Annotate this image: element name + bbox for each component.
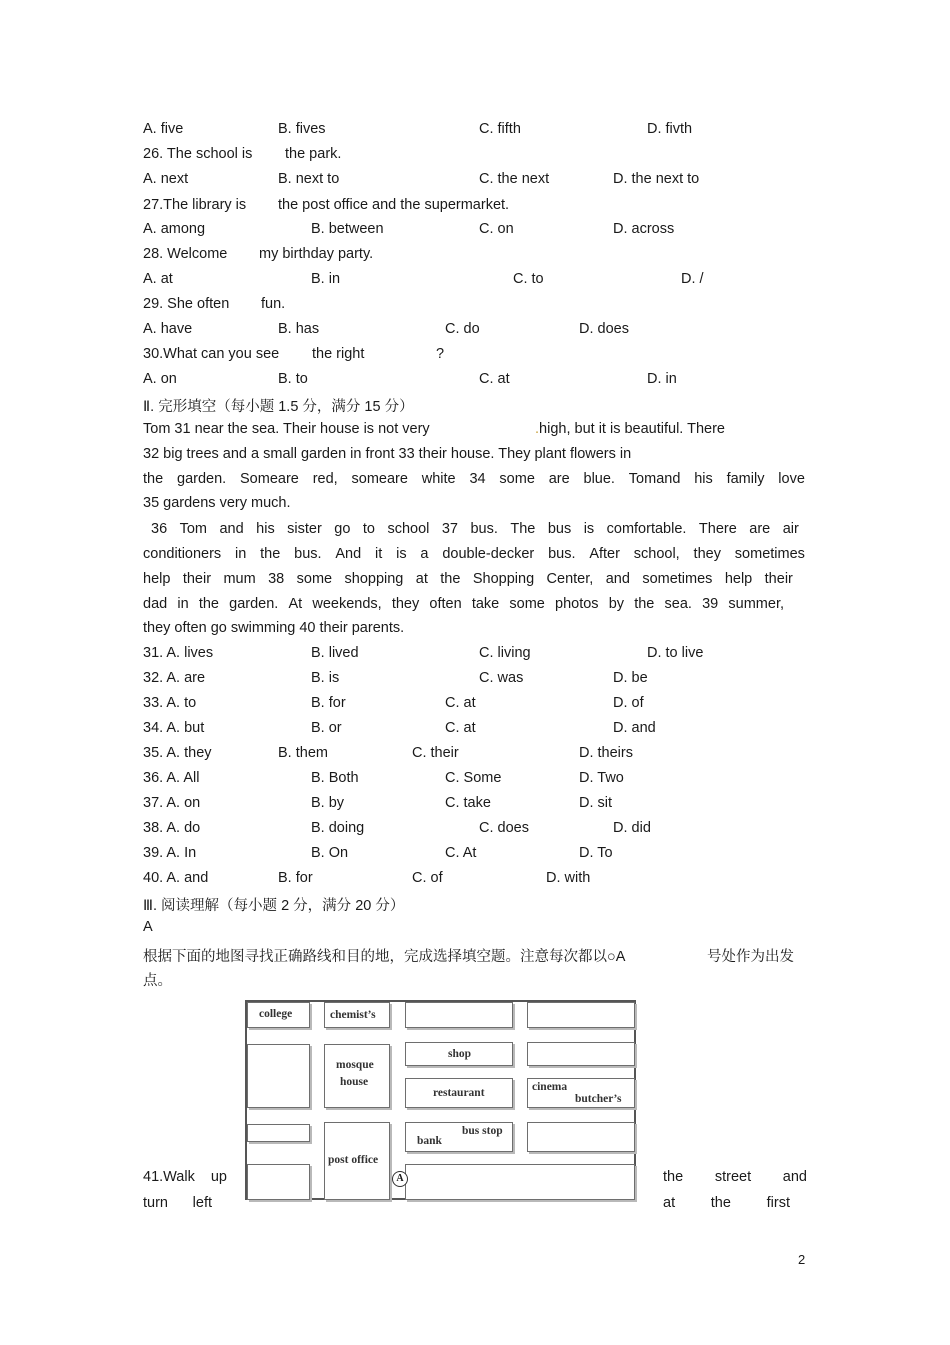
passage-word: their <box>764 571 793 587</box>
map-post-office <box>324 1122 390 1200</box>
cloze-option: D. Two <box>579 770 624 786</box>
passage-line-justified <box>143 546 805 562</box>
passage-word: is <box>396 546 407 562</box>
q41-word: left <box>192 1195 212 1211</box>
q25-option-a: A. five <box>143 121 184 137</box>
passage-word: white <box>421 471 456 487</box>
q26-option-a: A. next <box>143 171 189 187</box>
passage-word: take <box>471 596 500 612</box>
map-block <box>527 1122 635 1152</box>
cloze-option: D. and <box>613 720 656 736</box>
q28-option-a: A. at <box>143 271 173 287</box>
passage-word: are <box>548 471 570 487</box>
cloze-option: C. does <box>479 820 529 836</box>
passage-word: the <box>143 471 164 487</box>
passage-word: sister <box>287 521 322 537</box>
q29-option-a: A. have <box>143 321 193 337</box>
passage-line: Tom 31 near the sea. Their house is not very <box>143 421 430 437</box>
passage-line-justified <box>143 596 784 612</box>
q29-option-b: B. has <box>278 321 320 337</box>
passage-word: to <box>362 521 375 537</box>
map-mosque <box>324 1044 390 1108</box>
passage-word: a <box>420 546 429 562</box>
section3-title: Ⅲ. 阅读理解（每小题 2 分，满分 20 分） <box>143 898 405 914</box>
cloze-option: 34. A. but <box>143 720 205 736</box>
cloze-option: C. at <box>445 720 476 736</box>
passage-word: by <box>608 596 625 612</box>
q28-option-d: D. / <box>681 271 704 287</box>
passage-word: help <box>143 571 171 587</box>
passage-word: school, <box>633 546 680 562</box>
passage-word: go <box>334 521 351 537</box>
passage-word: family <box>726 471 765 487</box>
cloze-option: B. lived <box>311 645 359 661</box>
page-number: 2 <box>798 1252 806 1267</box>
q28-stem: 28. Welcome <box>143 246 228 262</box>
passage-word: photos <box>555 596 599 612</box>
q25-option-c: C. fifth <box>479 121 521 137</box>
cloze-option: 36. A. All <box>143 770 200 786</box>
passage-word: weekends, <box>312 596 382 612</box>
q41-word: first <box>766 1195 790 1211</box>
cloze-option: B. is <box>311 670 340 686</box>
q26-tail: the park. <box>285 146 342 162</box>
map-block <box>247 1044 310 1108</box>
passage-word: the <box>440 571 461 587</box>
passage-word: sea. <box>664 596 692 612</box>
q41-word: street <box>714 1169 752 1185</box>
cloze-option: B. by <box>311 795 345 811</box>
map-restaurant <box>405 1078 513 1108</box>
passage-word: Tomand <box>628 471 681 487</box>
start-point-a-marker: A <box>392 1171 408 1187</box>
cloze-option: C. of <box>412 870 443 886</box>
q30-tail: the right <box>312 346 365 362</box>
q27-option-c: C. on <box>479 221 514 237</box>
cloze-option: B. On <box>311 845 349 861</box>
passage-word: garden. <box>229 596 279 612</box>
q30-option-a: A. on <box>143 371 177 387</box>
map-label: butcher’s <box>575 1093 622 1105</box>
passage-word: often <box>429 596 462 612</box>
q41-text <box>663 1195 790 1211</box>
passage-word: bus. <box>470 521 498 537</box>
q28-option-b: B. in <box>311 271 341 287</box>
cloze-option: D. with <box>546 870 591 886</box>
passage-word: and <box>605 571 630 587</box>
q26-option-c: C. the next <box>479 171 550 187</box>
passage-word: is <box>583 521 595 537</box>
passage-word: double-decker <box>442 546 535 562</box>
passage-word: his <box>694 471 713 487</box>
map-label: house <box>340 1076 369 1088</box>
cloze-option: B. for <box>278 870 313 886</box>
passage-word: his <box>256 521 275 537</box>
cloze-option: 33. A. to <box>143 695 197 711</box>
map-shop <box>405 1042 513 1066</box>
cloze-option: B. for <box>311 695 346 711</box>
q41-word: the <box>710 1195 731 1211</box>
cloze-option: B. them <box>278 745 328 761</box>
map-label: bank <box>417 1135 442 1147</box>
map-label: post office <box>328 1154 379 1166</box>
cloze-option: C. at <box>445 695 476 711</box>
q41-word: at <box>663 1195 676 1211</box>
q25-option-b: B. fives <box>278 121 326 137</box>
passage-word: some <box>499 471 535 487</box>
cloze-option: C. was <box>479 670 524 686</box>
passage-word: it <box>375 546 383 562</box>
q28-tail: my birthday party. <box>259 246 374 262</box>
passage-line-justified <box>143 471 805 487</box>
passage-word: they <box>693 546 721 562</box>
passage-word: The <box>510 521 536 537</box>
passage-word: their <box>182 571 212 587</box>
cloze-option: D. to live <box>647 645 704 661</box>
cloze-option: B. doing <box>311 820 365 836</box>
q41-text <box>663 1169 807 1185</box>
passage-word: Shopping <box>472 571 535 587</box>
q27-stem: 27.The library is <box>143 197 247 213</box>
cloze-option: D. To <box>579 845 613 861</box>
passage-word: the <box>198 596 219 612</box>
q41-word: turn <box>143 1195 168 1211</box>
cloze-option: 37. A. on <box>143 795 201 811</box>
passage-word: air <box>782 521 799 537</box>
part-a-label: A <box>143 919 153 935</box>
passage-text: high, but it is beautiful. There <box>539 421 725 437</box>
q26-stem: 26. The school is <box>143 146 253 162</box>
cloze-option: D. did <box>613 820 651 836</box>
map-bank-bus-stop <box>405 1122 513 1152</box>
map-label: bus stop <box>462 1125 503 1137</box>
passage-word: the <box>634 596 655 612</box>
q26-option-d: D. the next to <box>613 171 700 187</box>
instruction-text: 点。 <box>143 973 172 989</box>
passage-line: .high, but it is beautiful. There <box>535 421 725 437</box>
map-block <box>247 1164 310 1200</box>
map-college <box>247 1002 310 1028</box>
q29-option-d: D. does <box>579 321 629 337</box>
map-cinema-butcher <box>527 1078 635 1108</box>
q41-word: and <box>782 1169 807 1185</box>
passage-word: in <box>177 596 189 612</box>
cloze-option: B. or <box>311 720 342 736</box>
cloze-option: 38. A. do <box>143 820 201 836</box>
q41-text <box>143 1195 212 1211</box>
map-label: college <box>259 1008 293 1020</box>
q27-option-a: A. among <box>143 221 206 237</box>
passage-word: red, <box>312 471 338 487</box>
passage-word: Tom <box>179 521 208 537</box>
cloze-option: D. be <box>613 670 648 686</box>
passage-word: Someare <box>240 471 299 487</box>
passage-word: some <box>296 571 333 587</box>
passage-word: bus. <box>294 546 322 562</box>
map-label: chemist’s <box>330 1009 376 1021</box>
passage-word: bus. <box>548 546 576 562</box>
q41-text <box>143 1169 227 1185</box>
passage-line: 32 big trees and a small garden in front 33 their house. They plant flowers in <box>143 446 632 462</box>
passage-word: sometimes <box>734 546 805 562</box>
cloze-option: B. Both <box>311 770 359 786</box>
passage-word: dad <box>143 596 168 612</box>
passage-word: and <box>219 521 244 537</box>
q27-option-d: D. across <box>613 221 675 237</box>
passage-word: some <box>509 596 545 612</box>
passage-word: 36 <box>151 521 168 537</box>
map-chemist <box>324 1002 390 1028</box>
passage-word: comfortable. <box>606 521 687 537</box>
passage-word: After <box>589 546 620 562</box>
street-map <box>245 1000 636 1200</box>
q29-option-c: C. do <box>445 321 480 337</box>
map-block <box>405 1002 513 1028</box>
cloze-option: 31. A. lives <box>143 645 214 661</box>
passage-word: someare <box>351 471 408 487</box>
instruction-text: 号处作为出发 <box>707 949 794 965</box>
q30-stem: 30.What can you see <box>143 346 280 362</box>
map-label: restaurant <box>433 1087 485 1099</box>
passage-word: conditioners <box>143 546 222 562</box>
instruction-text: 根据下面的地图寻找正确路线和目的地，完成选择填空题。注意每次都以○A <box>143 949 626 965</box>
passage-word: 37 <box>441 521 458 537</box>
passage-word: they <box>391 596 420 612</box>
q26-option-b: B. next to <box>278 171 340 187</box>
passage-word: There <box>698 521 737 537</box>
passage-line-justified <box>151 521 799 537</box>
passage-word: bus <box>547 521 572 537</box>
q25-option-d: D. fivth <box>647 121 693 137</box>
cloze-option: C. living <box>479 645 531 661</box>
passage-word: summer, <box>728 596 784 612</box>
passage-word: help <box>724 571 753 587</box>
map-block <box>527 1002 635 1028</box>
q30-option-c: C. at <box>479 371 510 387</box>
passage-word: love <box>778 471 805 487</box>
passage-word: 38 <box>268 571 285 587</box>
cloze-option: D. theirs <box>579 745 633 761</box>
passage-word: in <box>235 546 247 562</box>
passage-word: At <box>288 596 303 612</box>
passage-word: at <box>415 571 428 587</box>
cloze-option: C. At <box>445 845 477 861</box>
cloze-option: 40. A. and <box>143 870 209 886</box>
passage-word: 34 <box>469 471 486 487</box>
passage-word: blue. <box>583 471 615 487</box>
q27-option-b: B. between <box>311 221 384 237</box>
passage-word: shopping <box>344 571 404 587</box>
q29-tail: fun. <box>261 296 286 312</box>
passage-word: are <box>749 521 771 537</box>
map-label: shop <box>448 1048 472 1060</box>
map-block <box>405 1164 635 1200</box>
passage-word: And <box>335 546 362 562</box>
passage-line: they often go swimming 40 their parents. <box>143 620 405 636</box>
q41-word: the <box>663 1169 684 1185</box>
cloze-option: D. of <box>613 695 644 711</box>
passage-word: the <box>260 546 281 562</box>
cloze-option: C. take <box>445 795 491 811</box>
passage-line: 35 gardens very much. <box>143 495 291 511</box>
q29-stem: 29. She often <box>143 296 230 312</box>
q30-option-d: D. in <box>647 371 677 387</box>
passage-line-justified <box>143 571 793 587</box>
passage-word: Center, <box>546 571 594 587</box>
cloze-option: C. Some <box>445 770 502 786</box>
q28-option-c: C. to <box>513 271 544 287</box>
passage-word: mum <box>223 571 256 587</box>
section2-title: Ⅱ. 完形填空（每小题 1.5 分，满分 15 分） <box>143 399 414 415</box>
q27-tail: the post office and the supermarket. <box>278 197 510 213</box>
cloze-option: 39. A. In <box>143 845 197 861</box>
map-block <box>247 1124 310 1142</box>
cloze-option: 32. A. are <box>143 670 206 686</box>
cloze-option: C. their <box>412 745 459 761</box>
cloze-option: D. sit <box>579 795 613 811</box>
map-block <box>527 1042 635 1066</box>
q30-question-mark: ? <box>436 346 445 362</box>
map-label: cinema <box>532 1081 568 1093</box>
q41-word: 41.Walk <box>143 1169 195 1185</box>
cloze-option: 35. A. they <box>143 745 212 761</box>
q41-word: up <box>210 1169 227 1185</box>
q30-option-b: B. to <box>278 371 308 387</box>
passage-word: sometimes <box>642 571 713 587</box>
passage-word: garden. <box>177 471 227 487</box>
passage-word: school <box>387 521 430 537</box>
map-label: mosque <box>336 1059 374 1071</box>
passage-word: 39 <box>702 596 719 612</box>
